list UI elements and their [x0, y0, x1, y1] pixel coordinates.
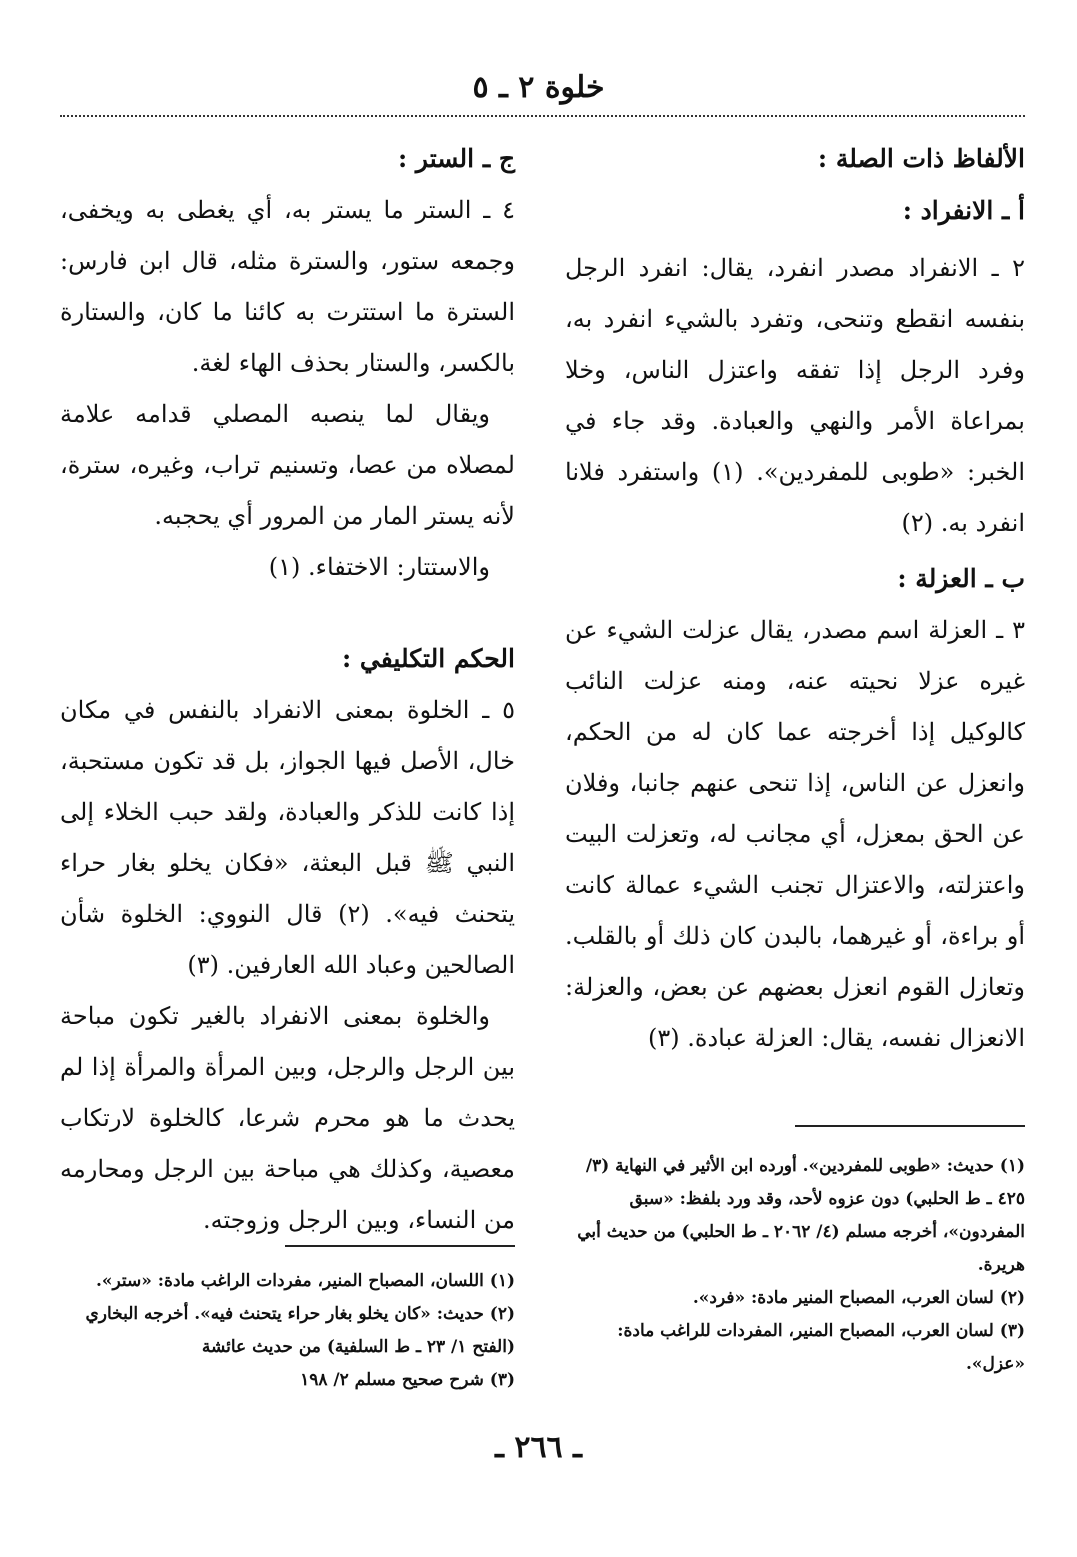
left-column: [60, 133, 515, 1246]
footnote-item: (١) حديث: «طوبى للمفردين». أورده ابن الأثير في النهاية (٣/ ٤٢٥ ـ ط الحلبي) دون عزوه لأحد، وقد ورد بلفظ: «سبق المفردون»، أخرجه مسلم (٤/ ٢٠٦٢ ـ ط الحلبي) من حديث أبي هريرة.: [577, 1156, 1025, 1275]
paragraph-4: ٤ ـ الستر ما يستر به، أي يغطى به ويخفى، وجمعه ستور، والسترة مثله، قال ابن فارس: السترة ما استترت به كائنا ما كان، والستارة بالكسر، والستار بحذف الهاء لغة.: [60, 196, 515, 377]
footnotes-left: [60, 1265, 515, 1397]
subheading-satr: ج ـ الستر :: [397, 144, 515, 173]
page-number: ـ ٢٦٦ ـ: [495, 1430, 582, 1465]
footnote-item: (١) اللسان، المصباح المنير، مفردات الراغب مادة: «ستر».: [95, 1271, 515, 1291]
paragraph-5: ٥ ـ الخلوة بمعنى الانفراد بالنفس في مكان خال، الأصل فيها الجواز، بل قد تكون مستحبة، إذا كانت للذكر والعبادة، ولقد حبب الخلاء إلى النبي ﷺ قبل البعثة، «فكان يخلو بغار حراء يتحنث فيه». (٢) قال النووي: الخلوة شأن الصالحين وعباد الله العارفين. (٣): [60, 696, 515, 979]
footnote-item: (٣) لسان العرب، المصباح المنير، المفردات للراغب مادة: «عزل».: [617, 1321, 1025, 1374]
right-column: [565, 133, 1025, 1064]
section-heading-ruling: الحكم التكليفي :: [342, 644, 515, 673]
paragraph-3: ٣ ـ العزلة اسم مصدر، يقال عزلت الشيء عن غيره عزلا نحيته عنه، ومنه عزلت النائب كالوكيل إذا أخرجته عما كان له من الحكم، وانعزل عن الناس، إذا تنحى عنهم جانبا، وفلان عن الحق بمعزل، أي مجانب له، وتعزلت البيت واعتزلته، والاعتزال تجنب الشيء عمالة كانت أو براءة، أو غيرهما، بالبدن كان ذلك أو بالقلب. وتعازل القوم انعزل بعضهم عن بعض، والعزلة: الانعزال نفسه، يقال: العزلة عبادة. (٣): [565, 616, 1025, 1052]
paragraph-2: ٢ ـ الانفراد مصدر انفرد، يقال: انفرد الرجل بنفسه انقطع وتنحى، وتفرد بالشيء انفرد به، وفرد الرجل إذا تفقه واعتزل الناس، وخلا بمراعاة الأمر والنهي والعبادة. وقد جاء في الخبر: «طوبى للمفردين». (١) واستفرد فلانا انفرد به. (٢): [565, 254, 1025, 537]
paragraph-5-continued: والخلوة بمعنى الانفراد بالغير تكون مباحة بين الرجل والرجل، وبين المرأة والمرأة إذا لم يحدث ما هو محرم شرعا، كالخلوة لارتكاب معصية، وكذلك هي مباحة بين الرجل ومحارمه من النساء، وبين الرجل وزوجته.: [60, 1002, 515, 1234]
paragraph-4-continued: ويقال لما ينصبه المصلي قدامه علامة لمصلاه من عصا، وتسنيم تراب، وغيره، سترة، لأنه يستر المار من المرور أي يحجبه.: [60, 400, 515, 530]
footnote-divider-left: [285, 1245, 515, 1247]
paragraph-4-end: والاستتار: الاختفاء. (١): [268, 553, 490, 581]
section-heading-related-terms: الألفاظ ذات الصلة :: [817, 144, 1025, 173]
subheading-uzla: ب ـ العزلة :: [897, 564, 1025, 593]
subheading-infirad: أ ـ الانفراد :: [902, 196, 1025, 225]
header-divider: [60, 115, 1025, 117]
footnote-item: (٢) حديث: «كان يخلو بغار حراء يتحنث فيه». أخرجه البخاري (الفتح ١/ ٢٣ ـ ط السلفية) من حديث عائشة: [85, 1304, 515, 1357]
footnote-divider-right: [795, 1125, 1025, 1127]
footnote-item: (٣) شرح صحيح مسلم ٢/ ١٩٨: [300, 1370, 515, 1390]
footnote-item: (٢) لسان العرب، المصباح المنير مادة: «فرد».: [692, 1288, 1025, 1308]
running-header: خلوة ٢ ـ ٥: [472, 70, 605, 105]
footnotes-right: [565, 1150, 1025, 1381]
